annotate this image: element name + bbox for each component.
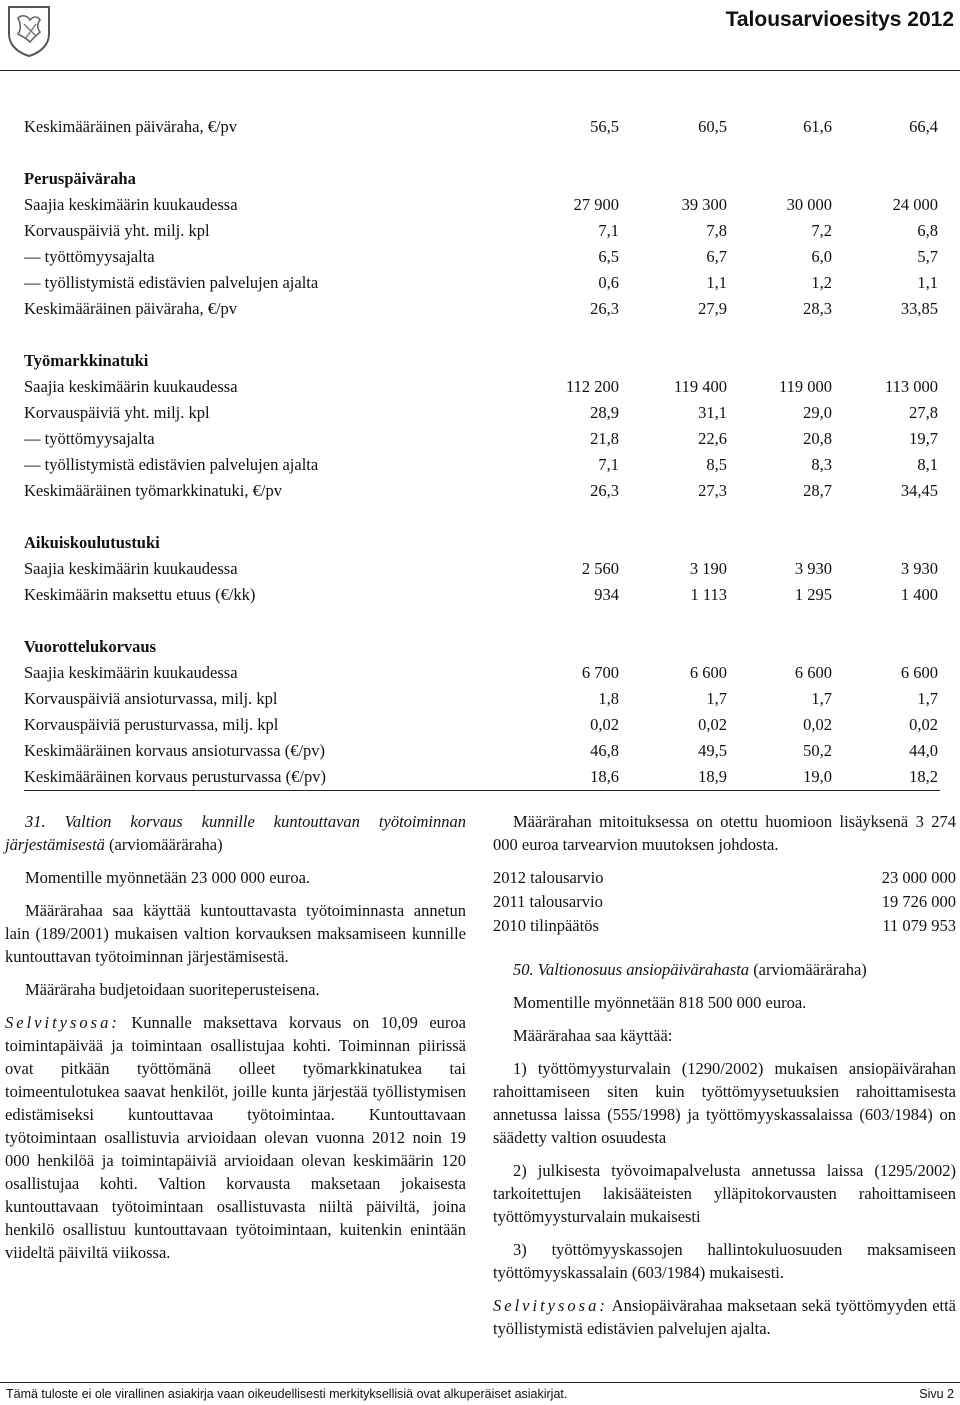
cell-value: 24 000 — [892, 195, 938, 214]
cell-value: 8,3 — [811, 455, 832, 474]
table-spacer — [24, 140, 940, 166]
table-row — [24, 218, 940, 244]
paragraph: Momentille myönnetään 23 000 000 euroa. — [25, 868, 311, 887]
explanation-paragraph — [5, 1011, 466, 1264]
right-column — [493, 810, 956, 1350]
table-spacer — [24, 504, 940, 530]
paragraph: Määrärahaa saa käyttää kuntouttavasta työtoiminnasta annetun lain (189/2001) mukaisen valtion korvauksen maksamiseen kunnille kuntouttavan työtoiminnan järjestämisestä. — [5, 901, 466, 966]
row-label: Peruspäiväraha — [24, 169, 136, 188]
table-row — [24, 738, 940, 764]
cell-value: 39 300 — [681, 195, 727, 214]
cell-value: 50,2 — [803, 741, 832, 760]
section-number: 31. — [25, 812, 46, 831]
cell-value: 6,0 — [811, 247, 832, 266]
row-label: Työmarkkinatuki — [24, 351, 149, 370]
table-row — [24, 660, 940, 686]
cell-value: 33,85 — [900, 299, 938, 318]
cell-value: 3 930 — [900, 559, 938, 578]
table-row — [24, 556, 940, 582]
row-label: Keskimääräinen päiväraha, €/pv — [24, 299, 238, 318]
cell-value: 3 190 — [689, 559, 727, 578]
budget-row — [493, 890, 956, 914]
section-type: (arviomääräraha) — [753, 960, 867, 979]
statistics-table — [24, 114, 940, 791]
cell-value: 31,1 — [698, 403, 727, 422]
cell-value: 61,6 — [803, 117, 832, 136]
explanation-label: Selvitysosa: — [5, 1013, 120, 1032]
header-divider — [0, 70, 960, 71]
list-item: 1) työttömyysturvalain (1290/2002) mukaisen ansiopäivärahan rahoittamiseen siten kuin työttömyysetuuksien rahoittamisesta annetussa laissa (555/1998) ja työttömyyskassalaissa (603/1984) on säädetty valtion osuudesta — [493, 1059, 956, 1147]
row-label: Korvauspäiviä perusturvassa, milj. kpl — [24, 715, 279, 734]
section-title: Valtion korvaus kunnille kuntouttavan työtoiminnan järjestämisestä — [5, 812, 466, 854]
cell-value: 30 000 — [786, 195, 832, 214]
cell-value: 8,5 — [706, 455, 727, 474]
row-label: Keskimäärin maksettu etuus (€/kk) — [24, 585, 256, 604]
cell-value: 1 295 — [794, 585, 832, 604]
section-50-heading — [493, 958, 956, 981]
budget-row — [493, 914, 956, 938]
cell-value: 34,45 — [900, 481, 938, 500]
cell-value: 6,8 — [917, 221, 938, 240]
left-column — [5, 810, 466, 1274]
cell-value: 18,9 — [698, 767, 727, 786]
row-label: Saajia keskimäärin kuukaudessa — [24, 559, 238, 578]
cell-value: 19,7 — [909, 429, 938, 448]
paragraph: Määräraha budjetoidaan suoriteperusteisena. — [25, 980, 320, 999]
table-section-heading — [24, 634, 940, 660]
coat-of-arms-logo — [6, 4, 52, 58]
budget-figures — [493, 866, 956, 938]
budget-label: 2012 talousarvio — [493, 868, 604, 887]
page-footer — [0, 1384, 960, 1404]
cell-value: 29,0 — [803, 403, 832, 422]
cell-value: 49,5 — [698, 741, 727, 760]
table-row — [24, 296, 940, 322]
table-row — [24, 114, 940, 140]
cell-value: 1,7 — [811, 689, 832, 708]
cell-value: 112 200 — [565, 377, 619, 396]
row-label: Korvauspäiviä yht. milj. kpl — [24, 403, 210, 422]
cell-value: 8,1 — [917, 455, 938, 474]
table-row — [24, 686, 940, 712]
budget-value: 19 726 000 — [881, 892, 956, 911]
table-row — [24, 374, 940, 400]
cell-value: 26,3 — [590, 299, 619, 318]
cell-value: 6,7 — [706, 247, 727, 266]
row-label: Saajia keskimäärin kuukaudessa — [24, 195, 238, 214]
row-label: Keskimääräinen päiväraha, €/pv — [24, 117, 238, 136]
cell-value: 119 400 — [673, 377, 727, 396]
cell-value: 0,02 — [909, 715, 938, 734]
row-label: — työttömyysajalta — [24, 247, 155, 266]
table-row — [24, 452, 940, 478]
row-label: Saajia keskimäärin kuukaudessa — [24, 663, 238, 682]
paragraph: Määrärahaa saa käyttää: — [513, 1026, 673, 1045]
cell-value: 934 — [594, 585, 619, 604]
cell-value: 18,2 — [909, 767, 938, 786]
table-section-heading — [24, 530, 940, 556]
cell-value: 60,5 — [698, 117, 727, 136]
row-label: Korvauspäiviä yht. milj. kpl — [24, 221, 210, 240]
table-row — [24, 270, 940, 296]
table-row — [24, 192, 940, 218]
cell-value: 44,0 — [909, 741, 938, 760]
cell-value: 28,9 — [590, 403, 619, 422]
row-label: — työllistymistä edistävien palvelujen ajalta — [24, 455, 319, 474]
cell-value: 5,7 — [917, 247, 938, 266]
row-label: — työllistymistä edistävien palvelujen ajalta — [24, 273, 319, 292]
section-type: (arviomääräraha) — [109, 835, 223, 854]
list-item: 2) julkisesta työvoimapalvelusta annetussa laissa (1295/2002) tarkoitettujen lakisääteisten ylläpitokorvausten rahoittamiseen työttömyysturvalain mukaisesti — [493, 1161, 956, 1226]
cell-value: 6,5 — [598, 247, 619, 266]
cell-value: 119 000 — [778, 377, 832, 396]
table-section-heading — [24, 348, 940, 374]
cell-value: 1,1 — [706, 273, 727, 292]
table-row — [24, 764, 940, 791]
row-label: Keskimääräinen korvaus ansioturvassa (€/pv) — [24, 741, 326, 760]
page-number: Sivu 2 — [919, 1387, 954, 1401]
budget-value: 11 079 953 — [882, 916, 956, 935]
paragraph: Määrärahan mitoituksessa on otettu huomioon lisäyksenä 3 274 000 euroa tarvearvion muutoksen johdosta. — [493, 812, 956, 854]
table-row — [24, 400, 940, 426]
page-header — [0, 0, 960, 70]
cell-value: 19,0 — [803, 767, 832, 786]
cell-value: 0,02 — [590, 715, 619, 734]
explanation-label: Selvitysosa: — [493, 1296, 608, 1315]
cell-value: 1,8 — [598, 689, 619, 708]
cell-value: 0,02 — [803, 715, 832, 734]
cell-value: 56,5 — [590, 117, 619, 136]
cell-value: 6 700 — [581, 663, 619, 682]
row-label: Keskimääräinen korvaus perusturvassa (€/pv) — [24, 767, 326, 786]
row-label: Keskimääräinen työmarkkinatuki, €/pv — [24, 481, 282, 500]
cell-value: 26,3 — [590, 481, 619, 500]
cell-value: 27,8 — [909, 403, 938, 422]
cell-value: 28,3 — [803, 299, 832, 318]
cell-value: 6 600 — [900, 663, 938, 682]
table-row — [24, 582, 940, 608]
cell-value: 1,7 — [917, 689, 938, 708]
row-label: Vuorottelukorvaus — [24, 637, 157, 656]
budget-label: 2011 talousarvio — [493, 892, 603, 911]
cell-value: 7,1 — [598, 221, 619, 240]
cell-value: 46,8 — [590, 741, 619, 760]
table-row — [24, 244, 940, 270]
row-label: — työttömyysajalta — [24, 429, 155, 448]
cell-value: 22,6 — [698, 429, 727, 448]
footer-divider — [0, 1382, 960, 1383]
cell-value: 28,7 — [803, 481, 832, 500]
section-31-heading — [5, 810, 466, 856]
cell-value: 6 600 — [689, 663, 727, 682]
cell-value: 1 113 — [690, 585, 727, 604]
cell-value: 66,4 — [909, 117, 938, 136]
cell-value: 21,8 — [590, 429, 619, 448]
budget-value: 23 000 000 — [881, 868, 956, 887]
explanation-text: Kunnalle maksettava korvaus on 10,09 euroa toimintapäivää ja toimintaan osallistujaa kohti. Toiminnan piirissä ovat pitkään työttömänä olleet työmarkkinatukea tai toimeentulotukea saavat henkilöt, joille kunta järjestää työllistymisen edistämiseksi kuntouttavaa työtoimintaa. Kuntouttavaan työtoimintaan osallistuvia arvioidaan olevan vuonna 2012 noin 19 000 henkilöä ja toimintapäiviä arvioidaan olevan keskimäärin 120 osallistujaa kohti. Valtion korvausta maksetaan jokaisesta kuntouttavaan työtoimintaan osallistuvasta niiltä päiviltä, joina henkilö osallistuu kuntouttavaan työtoimintaan, kuitenkin enintään viideltä päiviltä viikossa. — [5, 1013, 466, 1262]
footer-disclaimer: Tämä tuloste ei ole virallinen asiakirja vaan oikeudellisesti merkityksellisiä ovat alkuperäiset asiakirjat. — [6, 1387, 568, 1401]
cell-value: 1,7 — [706, 689, 727, 708]
cell-value: 1,1 — [917, 273, 938, 292]
cell-value: 1,2 — [811, 273, 832, 292]
table-section-heading — [24, 166, 940, 192]
cell-value: 6 600 — [794, 663, 832, 682]
cell-value: 18,6 — [590, 767, 619, 786]
list-item: 3) työttömyyskassojen hallintokuluosuuden maksamiseen työttömyyskassalain (603/1984) mukaisesti. — [493, 1240, 956, 1282]
section-number: 50. — [513, 960, 534, 979]
cell-value: 1 400 — [900, 585, 938, 604]
table-row — [24, 712, 940, 738]
cell-value: 0,6 — [598, 273, 619, 292]
cell-value: 27,3 — [698, 481, 727, 500]
cell-value: 0,02 — [698, 715, 727, 734]
budget-row — [493, 866, 956, 890]
cell-value: 2 560 — [581, 559, 619, 578]
cell-value: 27 900 — [573, 195, 619, 214]
section-title: Valtionosuus ansiopäivärahasta — [537, 960, 750, 979]
cell-value: 113 000 — [884, 377, 938, 396]
paragraph: Momentille myönnetään 818 500 000 euroa. — [513, 993, 807, 1012]
cell-value: 27,9 — [698, 299, 727, 318]
row-label: Saajia keskimäärin kuukaudessa — [24, 377, 238, 396]
document-title: Talousarvioesitys 2012 — [725, 8, 954, 31]
cell-value: 7,2 — [811, 221, 832, 240]
explanation-text: Ansiopäivärahaa maksetaan sekä työttömyyden että työllistymistä edistävien palvelujen ajalta. — [493, 1296, 957, 1338]
budget-label: 2010 tilinpäätös — [493, 916, 599, 935]
cell-value: 3 930 — [794, 559, 832, 578]
table-row — [24, 426, 940, 452]
cell-value: 7,8 — [706, 221, 727, 240]
row-label: Aikuiskoulutustuki — [24, 533, 160, 552]
explanation-paragraph — [493, 1294, 956, 1340]
cell-value: 7,1 — [598, 455, 619, 474]
row-label: Korvauspäiviä ansioturvassa, milj. kpl — [24, 689, 278, 708]
table-spacer — [24, 608, 940, 634]
table-row — [24, 478, 940, 504]
cell-value: 20,8 — [803, 429, 832, 448]
table-spacer — [24, 322, 940, 348]
